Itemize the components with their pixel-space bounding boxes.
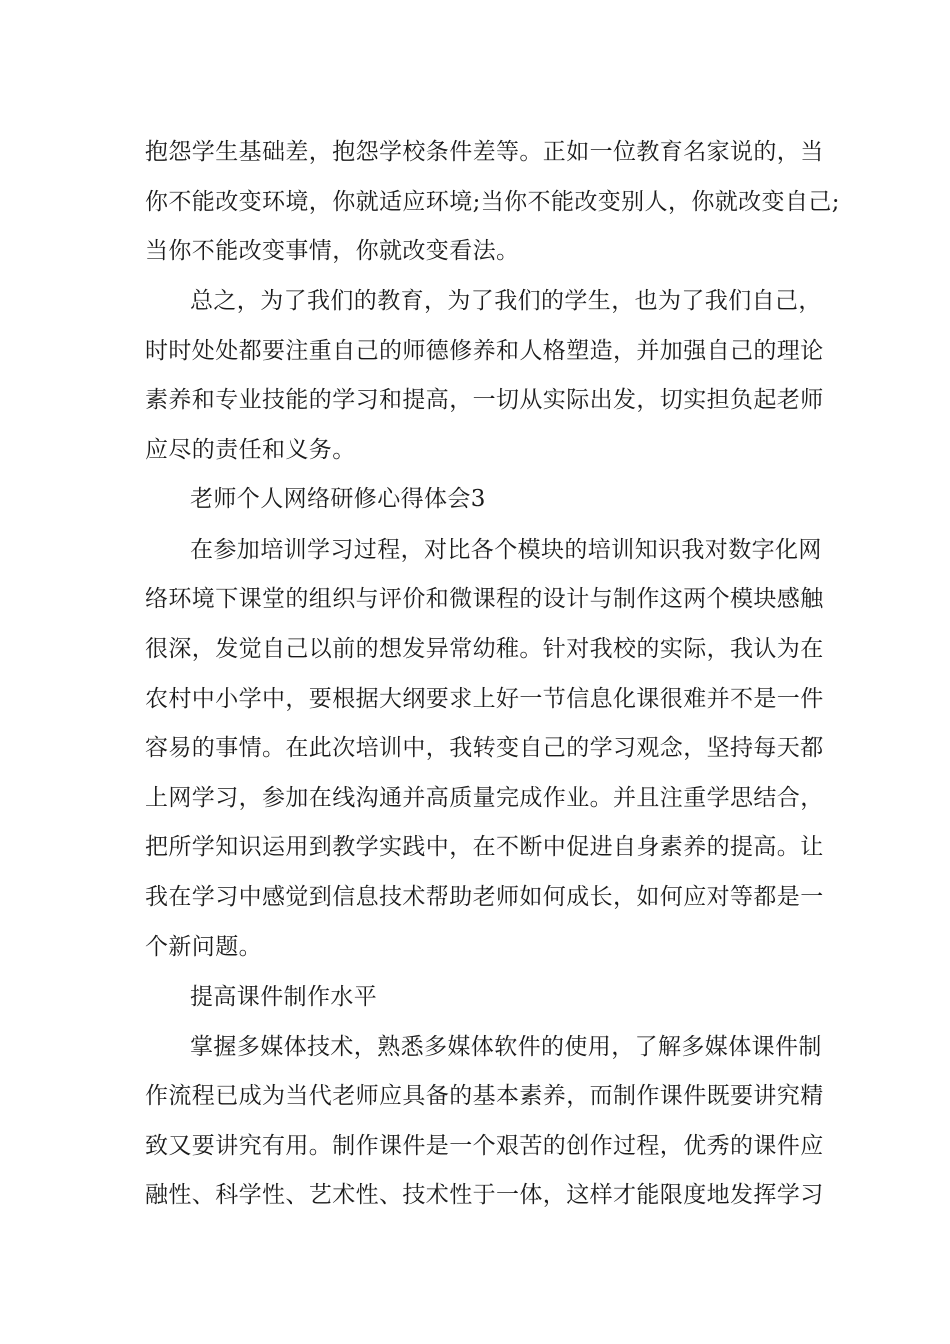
text-line: 把所学知识运用到教学实践中，在不断中促进自身素养的提高。让 (145, 834, 824, 860)
text-line: 时时处处都要注重自己的师德修养和人格塑造，并加强自己的理论 (145, 338, 824, 364)
subsection-heading: 提高课件制作水平 (190, 984, 378, 1010)
paragraph-first-line: 掌握多媒体技术，熟悉多媒体软件的使用，了解多媒体课件制 (190, 1034, 822, 1060)
text-line: 我在学习中感觉到信息技术帮助老师如何成长，如何应对等都是一 (145, 884, 824, 910)
paragraph-first-line: 总之，为了我们的教育，为了我们的学生，也为了我们自己， (190, 288, 822, 314)
paragraph-first-line: 在参加培训学习过程，对比各个模块的培训知识我对数字化网 (190, 537, 822, 563)
text-line: 应尽的责任和义务。 (145, 437, 356, 463)
text-line: 致又要讲究有用。制作课件是一个艰苦的创作过程，优秀的课件应 (145, 1133, 824, 1159)
text-line: 农村中小学中，要根据大纲要求上好一节信息化课很难并不是一件 (145, 686, 824, 712)
text-line: 络环境下课堂的组织与评价和微课程的设计与制作这两个模块感触 (145, 586, 824, 612)
text-line: 当你不能改变事情，你就改变看法。 (145, 238, 520, 264)
text-line: 很深，发觉自己以前的想发异常幼稚。针对我校的实际，我认为在 (145, 636, 824, 662)
text-line: 你不能改变环境，你就适应环境;当你不能改变别人，你就改变自己; (145, 189, 840, 215)
text-line: 上网学习，参加在线沟通并高质量完成作业。并且注重学思结合， (145, 785, 824, 811)
text-line: 素养和专业技能的学习和提高，一切从实际出发，切实担负起老师 (145, 387, 824, 413)
section-heading: 老师个人网络研修心得体会3 (190, 486, 486, 512)
text-line: 抱怨学生基础差，抱怨学校条件差等。正如一位教育名家说的，当 (145, 139, 824, 165)
text-line: 融性、科学性、艺术性、技术性于一体，这样才能限度地发挥学习 (145, 1182, 824, 1208)
text-line: 个新问题。 (145, 934, 262, 960)
text-line: 容易的事情。在此次培训中，我转变自己的学习观念，坚持每天都 (145, 735, 824, 761)
text-line: 作流程已成为当代老师应具备的基本素养，而制作课件既要讲究精 (145, 1083, 824, 1109)
